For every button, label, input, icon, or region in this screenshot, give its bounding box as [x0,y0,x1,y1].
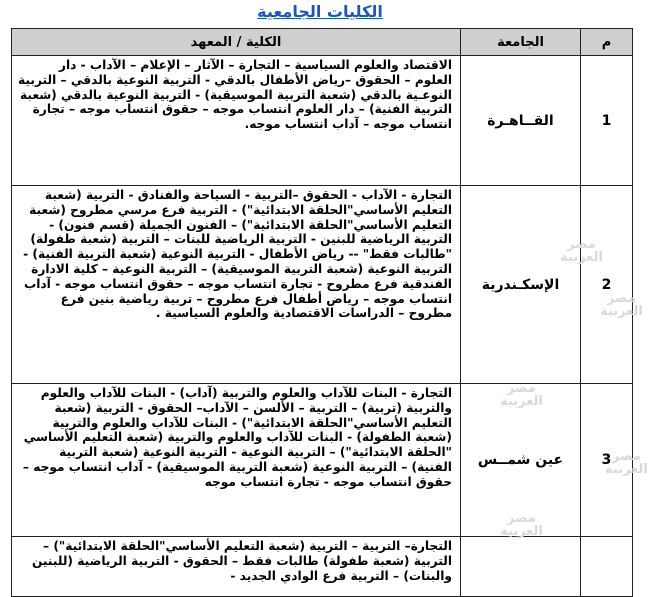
watermark-text: مصر [566,237,596,252]
watermark-logo [560,238,603,264]
faculties-cell: التجارة - الآداب - الحقوق –التربية - السياحة والفنادق - التربية (شعبة التعليم الأساسي"الحلقة الابتدائية") - التربية فرع مرسي مطروح (شعبة التعليم الأساسي"الحلقة الابتدائية") – الفنون الجميلة (قسم فنون) - التربية الرياضية للبنين - التربية الرياضية للبنات – التربية (شعبة طفولة) "طالبات فقط" -- رياض الأطفال - التربية النوعية (شعبة التربية الفنية) - التربية النوعية (شعبة التربية الموسيقية) – التربية النوعية – كلية الادارة الفندقية فرع مطروح - تجارة انتساب موجه – حقوق انتساب موجه - آداب انتساب موجه – رياض أطفال فرع مطروح – تربية رياضية بنين فرع مطروح – الدراسات الاقتصادية والعلوم السياسية . [12,186,461,384]
university-name: القــاهـرة [461,56,581,186]
watermark-text: العربية [500,524,543,539]
table-row [12,537,633,597]
watermark-text: العربية [600,304,643,319]
page-title: الكليات الجامعية [257,2,383,21]
table-header-row [12,29,633,56]
university-name [461,537,581,597]
university-name: عين شمــس [461,384,581,537]
row-number: 2 [581,186,633,384]
row-number: 3 [581,384,633,537]
row-number: 1 [581,56,633,186]
watermark-text: العربية [605,462,648,477]
header-university: الجامعة [461,29,581,56]
watermark-text: مصر [506,381,536,396]
watermark-text: مصر [606,291,636,306]
faculties-cell: الاقتصاد والعلوم السياسية – التجارة – الآثار – الإعلام – الآداب - دار العلوم – الحقوق –رياض الأطفال بالدقي - التربية النوعية بالدقي – التربية النوعـية بالدقي (شعبة التربية الموسيقية) - التربية النوعية بالدقي (شعبة التربية الفنية) – دار العلوم انتساب موجه – حقوق انتساب موجه – تجارة انتساب موجه – آداب انتساب موجه. [12,56,461,186]
university-name: الإسكـندرية [461,186,581,384]
faculties-cell: التجارة - البنات للآداب والعلوم والتربية (آداب) - البنات للآداب والعلوم والتربية (تربية) – التربية – الألسن – الآداب– الحقوق - التربية (شعبة التعليم الأساسي"الحلقة الابتدائية") - البنات للآداب والعلوم والتربية (شعبة الطفولة) - البنات للآداب والعلوم والتربية (شعبة التعليم الأساسي "الحلقة الابتدائية") – التربية النوعية - التربية النوعية (شعبة التربية الفنية) – التربية النوعية (شعبة التربية الموسيقية) - آداب انتساب موجه – حقوق انتساب موجه - تجارة انتساب موجه [12,384,461,537]
row-number [581,537,633,597]
watermark-logo [500,382,543,408]
table-row [12,56,633,186]
table-row [12,186,633,384]
watermark-logo [500,512,543,538]
faculties-cell: التجارة– التربية – التربية (شعبة التعليم الأساسي"الحلقة الابتدائية") – التربية (شعبة طفولة) طالبات فقط – الحقوق - التربية الرياضية (للبنين والبنات) – التربية فرع الوادي الجديد - [12,537,461,597]
header-faculty: الكلية / المعهد [12,29,461,56]
watermark-text: العربية [500,394,543,409]
watermark-logo [605,450,648,476]
watermark-logo [600,292,643,318]
watermark-text: مصر [506,511,536,526]
header-num: م [581,29,633,56]
watermark-text: مصر [611,449,641,464]
watermark-text: العربية [560,250,603,265]
